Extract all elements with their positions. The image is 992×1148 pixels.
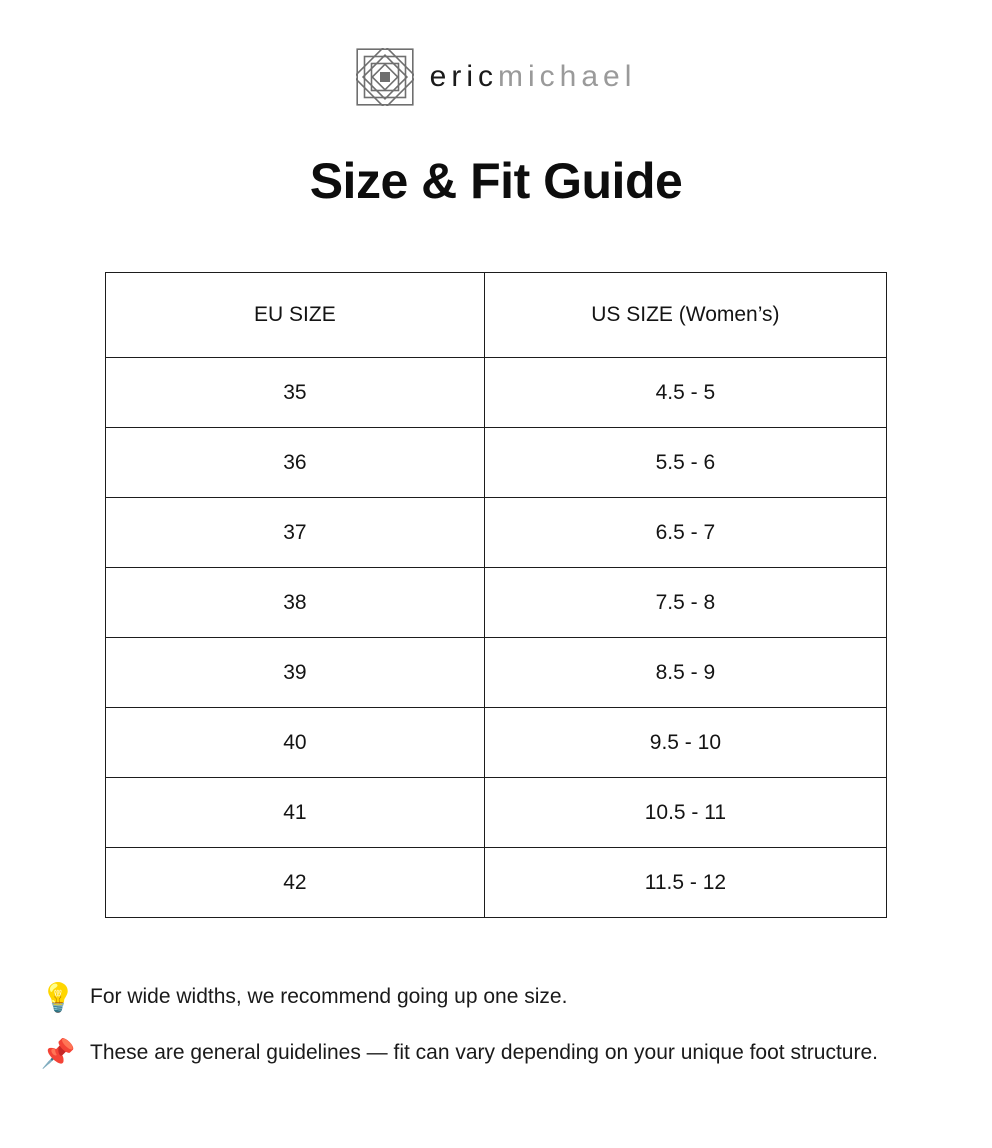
brand-name-primary: eric [429, 60, 498, 93]
cell-eu-size: 41 [106, 778, 485, 848]
notes-section [0, 982, 992, 1069]
cell-us-size: 9.5 - 10 [484, 708, 886, 778]
table-row [106, 568, 887, 638]
lightbulb-icon: 💡 [40, 982, 76, 1013]
table-row [106, 638, 887, 708]
brand-header [0, 48, 992, 106]
note-item [40, 1038, 956, 1068]
table-row [106, 848, 887, 918]
brand-wordmark [430, 60, 637, 94]
concentric-diamond-logo-icon [356, 48, 414, 106]
note-text: For wide widths, we recommend going up one size. [90, 985, 568, 1008]
table-row [106, 358, 887, 428]
cell-us-size: 8.5 - 9 [484, 638, 886, 708]
cell-eu-size: 40 [106, 708, 485, 778]
cell-us-size: 6.5 - 7 [484, 498, 886, 568]
cell-eu-size: 37 [106, 498, 485, 568]
table-row [106, 708, 887, 778]
cell-eu-size: 39 [106, 638, 485, 708]
cell-eu-size: 35 [106, 358, 485, 428]
cell-us-size: 11.5 - 12 [484, 848, 886, 918]
cell-us-size: 7.5 - 8 [484, 568, 886, 638]
size-guide-page [0, 48, 992, 1148]
cell-us-size: 4.5 - 5 [484, 358, 886, 428]
size-table [105, 272, 887, 918]
cell-us-size: 5.5 - 6 [484, 428, 886, 498]
table-header-row [106, 273, 887, 358]
cell-us-size: 10.5 - 11 [484, 778, 886, 848]
cell-eu-size: 42 [106, 848, 485, 918]
pushpin-icon: 📌 [40, 1038, 76, 1070]
table-row [106, 778, 887, 848]
table-row [106, 428, 887, 498]
brand-name-secondary: michael [497, 60, 637, 93]
note-item [40, 982, 956, 1012]
column-header-us-size: US SIZE (Women’s) [484, 273, 886, 358]
cell-eu-size: 38 [106, 568, 485, 638]
table-row [106, 498, 887, 568]
page-title: Size & Fit Guide [309, 153, 683, 209]
size-table-container [105, 272, 887, 918]
cell-eu-size: 36 [106, 428, 485, 498]
column-header-eu-size: EU SIZE [106, 273, 485, 358]
note-text: These are general guidelines — fit can vary depending on your unique foot structure. [90, 1041, 878, 1065]
